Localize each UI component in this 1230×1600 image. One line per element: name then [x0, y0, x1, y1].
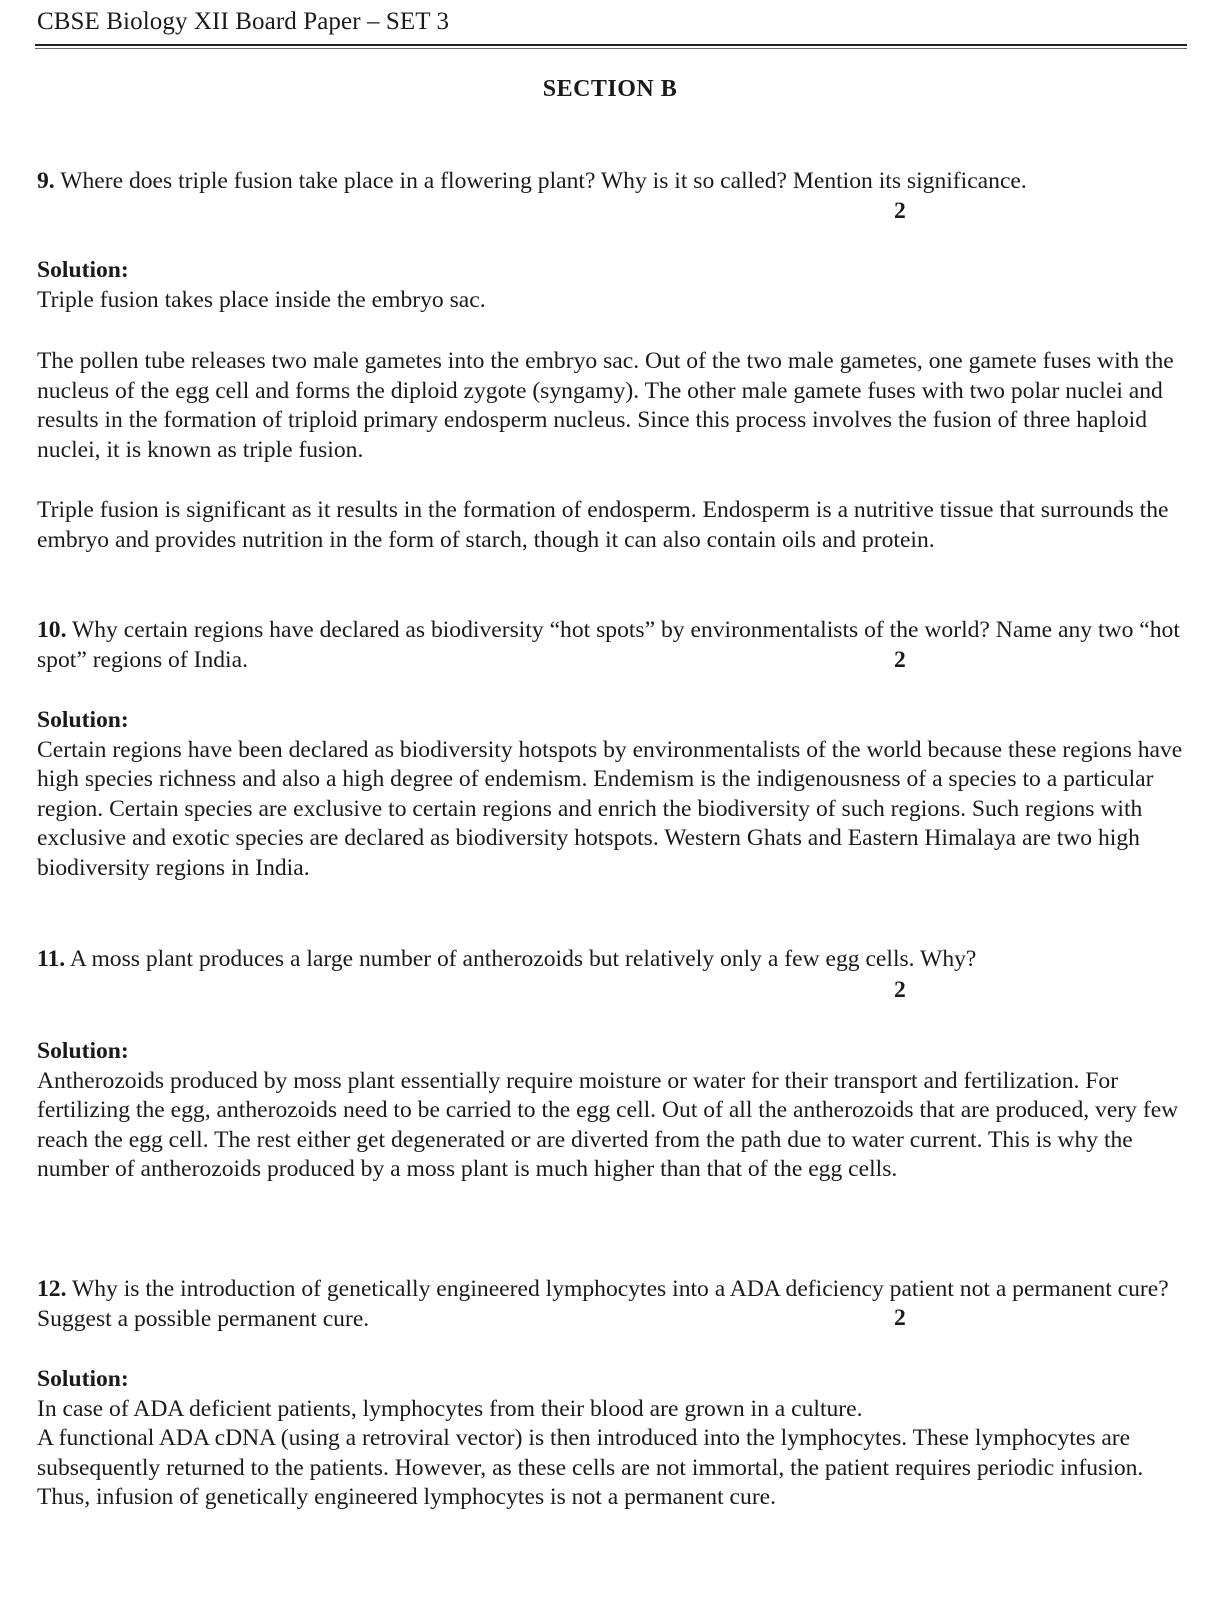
solution-label: Solution:: [37, 1038, 129, 1064]
solution-label: Solution:: [37, 1366, 129, 1392]
solution-9-paragraph-2: [37, 347, 1187, 465]
solution-paragraph: Triple fusion is significant as it results in the formation of endosperm. Endosperm is a nutritive tissue that surrounds the embryo and provides nutrition in the form of starch, though it can also contain oils and protein.: [37, 497, 1169, 553]
solution-label: Solution:: [37, 707, 129, 733]
solution-paragraph: Triple fusion takes place inside the embryo sac.: [37, 286, 486, 313]
header-rule: [35, 44, 1187, 46]
question-number: 11.: [37, 946, 66, 972]
question-text: Why is the introduction of genetically engineered lymphocytes into a ADA deficiency patient not a permanent cure? Suggest a possible permanent cure.: [37, 1276, 1169, 1332]
solution-9: [37, 256, 1187, 315]
section-title: SECTION B: [542, 76, 678, 102]
question-marks: 2: [894, 977, 906, 1003]
question-marks: 2: [894, 647, 906, 673]
question-text: Why certain regions have declared as biodiversity “hot spots” by environmentalists of the world? Name any two “hot spot” regions of India.: [37, 617, 1180, 673]
header-rule-secondary: [35, 48, 1187, 49]
solution-label: Solution:: [37, 257, 129, 283]
question-marks: 2: [894, 198, 906, 224]
solution-paragraph: Antherozoids produced by moss plant essentially require moisture or water for their transport and fertilization. For fertilizing the egg, antherozoids need to be carried to the egg cell. Out of all the antherozoids that are produced, very few reach the egg cell. The rest either get degenerated or are diverted from the path due to water current. This is why the number of antherozoids produced by a moss plant is much higher than that of the egg cells.: [37, 1067, 1179, 1183]
solution-10: [37, 706, 1187, 884]
question-10: [37, 616, 1187, 675]
question-9: [37, 167, 1187, 197]
solution-paragraph: The pollen tube releases two male gametes into the embryo sac. Out of the two male gametes, one gamete fuses with the nucleus of the egg cell and forms the diploid zygote (syngamy). The other male gamete fuses with two polar nuclei and results in the formation of triploid primary endosperm nucleus. Since this process involves the fusion of three haploid nuclei, it is known as triple fusion.: [37, 348, 1174, 463]
question-number: 10.: [37, 617, 67, 643]
solution-12: [37, 1365, 1187, 1513]
question-11: [37, 945, 1187, 975]
question-text: A moss plant produces a large number of antherozoids but relatively only a few egg cells. Why?: [69, 946, 977, 972]
solution-paragraph: A functional ADA cDNA (using a retroviral vector) is then introduced into the lymphocytes. These lymphocytes are subsequently returned to the patients. However, as these cells are not immortal, the patient requires periodic infusion. Thus, infusion of genetically engineered lymphocytes is not a permanent cure.: [37, 1425, 1144, 1511]
question-number: 12.: [37, 1276, 67, 1302]
question-12: [37, 1275, 1187, 1334]
question-text: Where does triple fusion take place in a flowering plant? Why is it so called? Mention its significance.: [60, 168, 1027, 194]
question-marks: 2: [894, 1305, 906, 1331]
solution-paragraph: Certain regions have been declared as biodiversity hotspots by environmentalists of the world because these regions have high species richness and also a high degree of endemism. Endemism is the indigenousness of a species to a particular region. Certain species are exclusive to certain regions and enrich the biodiversity of such regions. Such regions with exclusive and exotic species are declared as biodiversity hotspots. Western Ghats and Eastern Himalaya are two high biodiversity regions in India.: [37, 736, 1183, 881]
page-header-title: CBSE Biology XII Board Paper – SET 3: [37, 8, 450, 35]
solution-9-paragraph-3: [37, 496, 1187, 555]
solution-11: [37, 1037, 1187, 1185]
question-number: 9.: [37, 168, 55, 194]
solution-paragraph: In case of ADA deficient patients, lymphocytes from their blood are grown in a culture.: [37, 1395, 863, 1422]
